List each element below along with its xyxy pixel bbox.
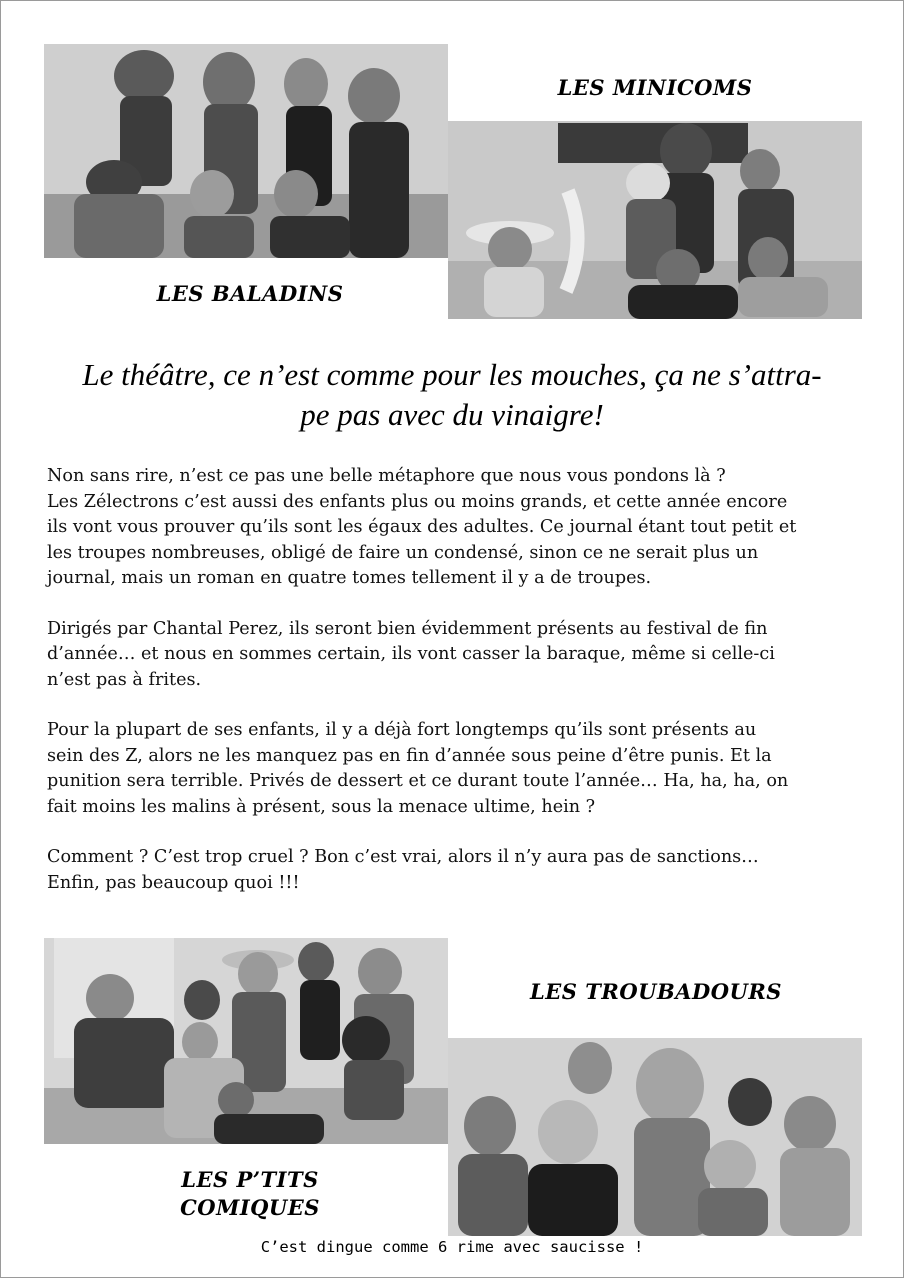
caption-minicoms: LES MINICOMS	[557, 75, 753, 100]
photo-troubadours	[448, 1038, 862, 1236]
text-line: Enfin, pas beaucoup quoi !!!	[47, 872, 300, 893]
text-line: punition sera terrible. Privés de dessert et ce durant toute l’année… Ha, ha, ha, on	[47, 771, 789, 791]
text-line: Comment ? C’est trop cruel ? Bon c’est vrai, alors il n’y aura pas de sanctions…	[47, 847, 759, 867]
caption-ptits-comiques-line-2: COMIQUES	[180, 1195, 320, 1220]
paragraph-3	[47, 718, 862, 820]
text-line: Dirigés par Chantal Perez, ils seront bien évidemment présents au festival de fin	[47, 618, 768, 639]
caption-troubadours: LES TROUBADOURS	[530, 979, 782, 1004]
headline	[40, 355, 864, 435]
caption-ptits-comiques	[140, 1166, 360, 1222]
text-line: d’année… et nous en sommes certain, ils vont casser la baraque, même si celle-ci	[47, 644, 775, 664]
text-line: Non sans rire, n’est ce pas une belle métaphore que nous vous pondons là ?	[47, 466, 726, 486]
paragraph-1	[47, 464, 862, 592]
text-line: Les Zélectrons c’est aussi des enfants plus ou moins grands, et cette année encore	[47, 491, 788, 512]
photo-baladins	[44, 44, 448, 258]
footer-joke: C’est dingue comme 6 rime avec saucisse !	[260, 1238, 644, 1256]
article-body	[47, 464, 862, 921]
text-line: les troupes nombreuses, obligé de faire un condensé, sinon ce ne serait plus un	[47, 542, 759, 563]
text-line: n’est pas à frites.	[47, 669, 202, 690]
text-line: journal, mais un roman en quatre tomes tellement il y a de troupes.	[47, 568, 652, 588]
text-line: sein des Z, alors ne les manquez pas en fin d’année sous peine d’être punis. Et la	[47, 745, 772, 766]
text-line: fait moins les malins à présent, sous la menace ultime, hein ?	[47, 796, 596, 817]
headline-line-2: pe pas avec du vinaigre!	[300, 397, 604, 432]
headline-line-1: Le théâtre, ce n’est comme pour les mouches, ça ne s’attra-	[82, 357, 822, 392]
text-line: Pour la plupart de ses enfants, il y a déjà fort longtemps qu’ils sont présents au	[47, 720, 757, 740]
paragraph-4	[47, 845, 862, 896]
caption-ptits-comiques-line-1: LES P’TITS	[181, 1167, 319, 1192]
text-line: ils vont vous prouver qu’ils sont les égaux des adultes. Ce journal étant tout petit et	[47, 517, 797, 537]
paragraph-2	[47, 617, 862, 694]
caption-baladins: LES BALADINS	[156, 281, 344, 306]
photo-ptits-comiques	[44, 938, 448, 1144]
photo-minicoms	[448, 121, 862, 319]
